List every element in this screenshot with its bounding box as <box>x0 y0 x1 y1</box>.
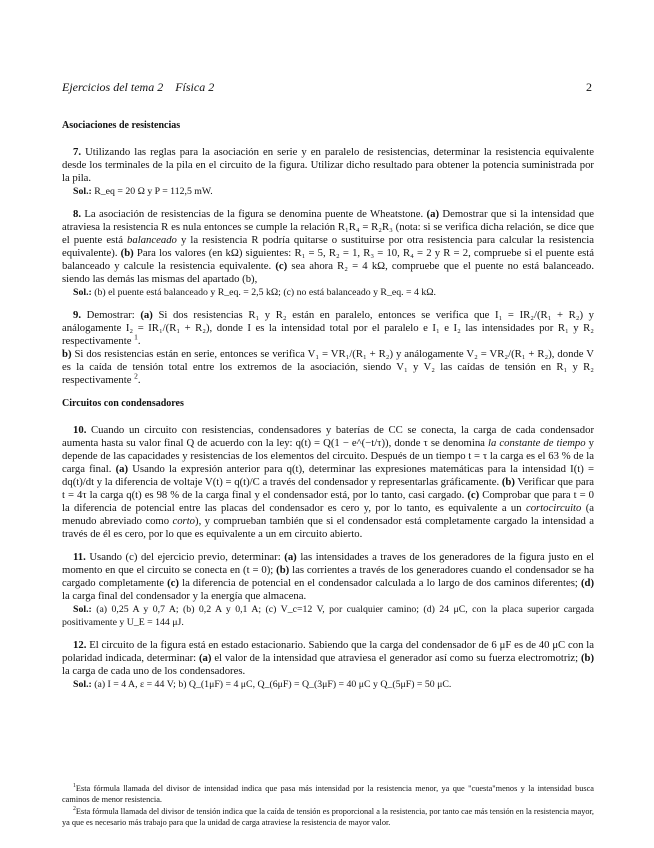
exercise-9-statement-a: 9. Demostrar: (a) Si dos resistencias R₁ y R₂ están en paralelo, entonces se verifica que I₁ = IR₂/(R₁ + R₂) y análogamente I₂ = IR₁/(R₁ + R₂), donde I es la intensidad total por el paralelo e I₁ e I₂ las intensidades por R₁ y R₂ respectivamente $^1$. <box>62 309 595 347</box>
exercise-text: Demostrar que si la intensidad que atraviesa la resistencia R es nula entonces se cumple la relación R₁R₄ = R₂R₃ (nota: si se verifica dicha relación, se dice que el puente está <box>62 208 595 246</box>
solution-label: Sol.: <box>73 604 92 615</box>
part-label: (b) <box>580 652 595 664</box>
footnotes <box>62 784 594 830</box>
exercise-12 <box>62 639 594 691</box>
exercise-number: 8. <box>73 208 82 220</box>
exercise-11-solution <box>62 603 594 629</box>
page-number: 2 <box>586 80 592 94</box>
part-label: (c) <box>467 489 480 501</box>
part-label: (a) <box>284 551 297 563</box>
exercise-8 <box>62 208 594 299</box>
exercise-10 <box>62 424 594 541</box>
exercise-text: y depende de las capacidades y resistencias de los elementos del circuito. Después de un tiempo t = τ la carga es el 63 % de la carga final. <box>62 437 595 475</box>
header-course: Ejercicios del tema 2 <box>62 80 164 94</box>
exercise-number: 9. <box>73 309 82 321</box>
part-label: (c) <box>275 260 288 272</box>
solution-label: Sol.: <box>73 679 92 690</box>
exercise-number: 7. <box>73 146 82 158</box>
solution-label: Sol.: <box>73 186 92 197</box>
emphasis-term: la constante de tiempo <box>488 437 586 449</box>
exercise-text: Si dos resistencias están en serie, entonces se verifica V₁ = VR₁/(R₁ + R₂) y análogamente V₂ = VR₂/(R₁ + R₂), donde V es la caída de tensión total entre los extremos de la asociación, siendo V₁ y V₂ las caídas de tensión en R₁ y R₂ respectivamente <box>62 348 595 386</box>
exercise-text: sea ahora R₂ = 4 kΩ, compruebe que el puente no está balanceado. siendo las demás las mismas del apartado (b), <box>62 260 595 285</box>
part-label: (b) <box>501 476 515 488</box>
page-body <box>62 119 594 701</box>
exercise-7 <box>62 146 594 198</box>
section-title-resistors: Asociaciones de resistencias <box>62 120 181 131</box>
exercise-text: las intensidades a traves de los generadores de la figura justo en el momento en que el circuito se conecta en (t = 0); <box>62 551 595 576</box>
footnote-1 <box>62 784 594 805</box>
part-label: (a) <box>140 309 153 321</box>
exercise-text: Para los valores (en kΩ) siguientes: R₁ = 5, R₂ = 1, R₃ = 10, R₄ = 2 y R = 2, compruebe si el puente está balanceado y calcule la resistencia equivalente. <box>62 247 595 272</box>
solution-text: (a) 0,25 A y 0,7 A; (b) 0,2 A y 0,1 A; (c) V_c=12 V, por cualquier camino; (d) 24 μC, con la placa superior cargada positivamente y U_E = 144 μJ. <box>62 604 594 628</box>
exercise-number: 12. <box>73 639 87 651</box>
emphasis-term: balanceado <box>127 234 177 246</box>
footnote-ref[interactable]: 1 <box>134 332 138 342</box>
exercise-12-solution <box>62 678 594 691</box>
header-title <box>62 80 214 95</box>
part-label: (b) <box>120 247 134 259</box>
exercise-7-solution <box>62 185 594 198</box>
exercise-12-statement <box>62 639 594 678</box>
exercise-text: la carga final del condensador y la energía que almacena. <box>62 590 307 602</box>
exercise-text: Verificar que para t = 4τ la carga q(t) es 98 % de la carga final y el condensador está, por lo tanto, casi cargado. <box>62 476 595 501</box>
solution-text: R_eq = 20 Ω y P = 112,5 mW. <box>94 186 213 197</box>
emphasis-term: cortocircuito <box>525 502 582 514</box>
solution-text: (a) I = 4 A, ε = 44 V; b) Q_(1μF) = 4 μC, Q_(6μF) = Q_(3μF) = 40 μC y Q_(5μF) = 50 μC. <box>94 679 452 690</box>
exercise-7-statement <box>62 146 594 185</box>
footnote-text: Esta fórmula llamada del divisor de intensidad indica que pasa más intensidad por la resistencia menor, ya que "cuesta"menos y la intensidad busca caminos de menor resistencia. <box>62 784 594 804</box>
part-label: (c) <box>167 577 179 589</box>
exercise-text: Cuando un circuito con resistencias, condensadores y baterías de CC se conecta, la carga de cada condensador aumenta hasta su valor final Q de acuerdo con la ley: q(t) = Q(1 − e^(−t/τ)), donde τ se denomina <box>62 424 595 449</box>
section-title-capacitors: Circuitos con condensadores <box>62 398 184 409</box>
part-label: b) <box>62 348 72 360</box>
exercise-text: Si dos resistencias R₁ y R₂ están en paralelo, entonces se verifica que I₁ = IR₂/(R₁ + R₂) y análogamente I₂ = IR₁/(R₁ + R₂), donde I es la intensidad total por el paralelo e I₁ e I₂ las intensidades por R₁ y R₂ respectivamente <box>62 309 595 347</box>
exercise-8-statement <box>62 208 594 286</box>
exercise-text: Usando la expresión anterior para q(t), determinar las expresiones matemáticas para la intensidad I(t) = dq(t)/dt y la diferencia de voltaje V(t) = q(t)/C a través del condensador y representarlas gráficamente. <box>62 463 595 488</box>
exercise-number: 11. <box>73 551 86 563</box>
solution-text: (b) el puente está balanceado y R_eq. = 2,5 kΩ; (c) no está balanceado y R_eq. = 4 kΩ. <box>94 287 436 298</box>
exercise-9 <box>62 309 594 387</box>
exercise-text: La asociación de resistencias de la figura se denomina puente de Wheatstone. <box>84 208 424 220</box>
exercise-text: la carga de cada uno de los condensadores. <box>62 665 246 677</box>
exercise-text: las corrientes a través de los generadores cuando el condensador se ha cargado completamente <box>62 564 595 589</box>
exercise-text: Utilizando las reglas para la asociación en serie y en paralelo de resistencias, determinar la resistencia equivalente desde los terminales de la pila en el circuito de la figura. Utilizar dicho resultado para obtener la potencia suministrada por la pila. <box>62 146 594 184</box>
part-label: (a) <box>199 652 212 664</box>
exercise-text: ), y comprueban también que si el condensador está completamente cargado la intensidad a través de él es cero, por lo que es equivalente a un em circuito abierto. <box>62 515 595 540</box>
part-label: (b) <box>276 564 290 576</box>
footnote-ref[interactable]: 2 <box>134 371 138 381</box>
part-label: (a) <box>115 463 129 475</box>
page-header <box>62 80 592 95</box>
exercise-11 <box>62 551 594 629</box>
exercise-10-statement <box>62 424 594 541</box>
exercise-number: 10. <box>73 424 87 436</box>
exercise-text: Demostrar: <box>86 309 135 321</box>
emphasis-term: corto <box>172 515 196 527</box>
exercise-text: (a menudo abreviado como <box>62 502 595 527</box>
footnote-mark: 1 <box>73 783 76 790</box>
exercise-text: el valor de la intensidad que atraviesa el generador así como su fuerza electromotriz; <box>214 652 579 664</box>
solution-label: Sol.: <box>73 287 92 298</box>
part-label: (d) <box>580 577 595 589</box>
exercise-11-statement <box>62 551 594 603</box>
footnote-2 <box>62 807 594 828</box>
exercise-text: Usando (c) del ejercicio previo, determinar: <box>89 551 281 563</box>
part-label: (a) <box>426 208 440 220</box>
exercise-text: El circuito de la figura está en estado estacionario. Sabiendo que la carga del condensador de 6 μF es de 40 μC con la polaridad indicada, determinar: <box>62 639 595 664</box>
footnote-text: Esta fórmula llamada del divisor de tensión indica que la caída de tensión es proporcional a la resistencia, por tanto cae más tensión en la resistencia mayor, ya que es necesario más trabajo para que la unidad de carga atraviese la resistencia de mayor valor. <box>62 807 594 827</box>
exercise-9-statement-b: b) Si dos resistencias están en serie, entonces se verifica V₁ = VR₁/(R₁ + R₂) y análogamente V₂ = VR₂/(R₁ + R₂), donde V es la caída de tensión total entre los extremos de la asociación, siendo V₁ y V₂ las caídas de tensión en R₁ y R₂ respectivamente $^2$. <box>62 348 595 386</box>
exercise-8-solution <box>62 286 594 299</box>
footnote-mark: 2 <box>73 806 76 813</box>
exercise-text: y la resistencia R podría quitarse o sustituirse por otra resistencia para calcular la resistencia equivalente). <box>62 234 595 259</box>
header-subject: Física 2 <box>175 80 215 94</box>
exercise-text: Comprobar que para t = 0 la diferencia de potencial entre las placas del condensador es cero y, por lo tanto, es equivalente a un <box>62 489 595 514</box>
exercise-text: la diferencia de potencial en el condensador calculada a lo largo de dos caminos diferentes; <box>182 577 578 589</box>
